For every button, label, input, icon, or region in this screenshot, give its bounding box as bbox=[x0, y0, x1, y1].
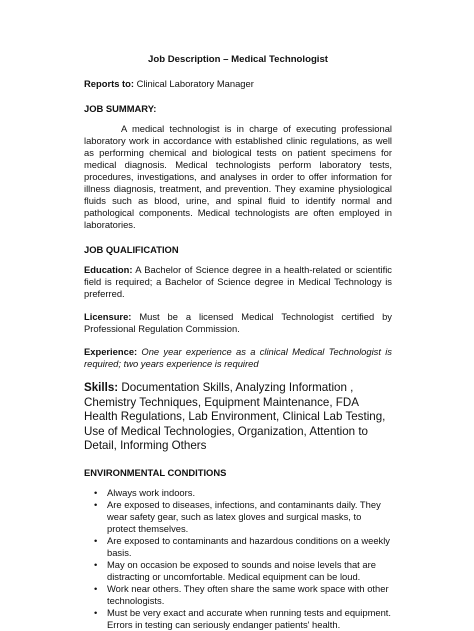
skills-paragraph bbox=[84, 381, 392, 454]
experience-paragraph bbox=[84, 346, 392, 370]
list-item-text: Always work indoors. bbox=[107, 486, 196, 498]
experience-label: Experience: bbox=[84, 346, 138, 357]
document-content bbox=[84, 54, 392, 631]
skills-text: Documentation Skills, Analyzing Information , Chemistry Techniques, Equipment Maintenance, FDA Health Regulations, Lab Environment, Clinical Lab Testing, Use of Medical Technologies, Organization, Attention to Detail, Informing Others bbox=[84, 381, 386, 452]
skills-label: Skills: bbox=[84, 381, 119, 394]
list-item-text: Are exposed to contaminants and hazardous conditions on a weekly basis. bbox=[107, 534, 390, 558]
environment-heading: ENVIRONMENTAL CONDITIONS bbox=[84, 466, 227, 478]
summary-text: A medical technologist is in charge of executing professional laboratory work in accordance with established clinic regulations, as well as performing chemical and biological tests on patient specimens for medical diagnosis. Medical technologists perform laboratory tests, procedures, investigations, and analyses in order to offer information for illness diagnosis, treatment, and prevention. They examine physiological fluids such as blood, urine, and spinal fluid to identify normal and pathological components. Medical technologists are often employed in laboratories. bbox=[84, 123, 392, 230]
bullet-icon: • bbox=[94, 558, 98, 570]
licensure-paragraph bbox=[84, 311, 392, 335]
licensure-label: Licensure: bbox=[84, 311, 132, 322]
bullet-icon: • bbox=[94, 534, 98, 546]
reports-to-line bbox=[84, 78, 392, 90]
environment-list bbox=[84, 487, 392, 631]
reports-to-label: Reports to: bbox=[84, 78, 134, 89]
bullet-icon: • bbox=[94, 606, 98, 618]
reports-to-value: Clinical Laboratory Manager bbox=[134, 78, 254, 89]
list-item bbox=[94, 498, 392, 535]
list-item-text: May on occasion be exposed to sounds and noise levels that are distracting or uncomfortable. Medical equipment can be loud. bbox=[107, 558, 376, 582]
list-item bbox=[94, 582, 392, 607]
education-label: Education: bbox=[84, 264, 133, 275]
licensure-text: Must be a licensed Medical Technologist certified by Professional Regulation Commission. bbox=[84, 311, 392, 334]
list-item bbox=[94, 606, 392, 631]
list-item-text: Work near others. They often share the same work space with other technologists. bbox=[107, 582, 389, 606]
education-paragraph bbox=[84, 264, 392, 300]
education-text: A Bachelor of Science degree in a health-related or scientific field is required; a Bachelor of Science degree in Medical Technology is preferred. bbox=[84, 264, 392, 299]
list-item-text: Are exposed to diseases, infections, and contaminants daily. They wear safety gear, such as latex gloves and surgical masks, to protect themselves. bbox=[107, 498, 381, 534]
list-item bbox=[94, 558, 392, 583]
list-item-text: Must be very exact and accurate when running tests and equipment. Errors in testing can seriously endanger patients' health. bbox=[107, 606, 392, 630]
qualification-heading: JOB QUALIFICATION bbox=[84, 244, 179, 255]
list-item bbox=[94, 486, 392, 499]
bullet-icon: • bbox=[94, 498, 98, 510]
experience-text: One year experience as a clinical Medical Technologist is required; two years experience is required bbox=[84, 346, 392, 369]
document-title: Job Description – Medical Technologist bbox=[148, 54, 328, 65]
summary-heading: JOB SUMMARY: bbox=[84, 103, 157, 114]
bullet-icon: • bbox=[94, 486, 98, 498]
list-item bbox=[94, 534, 392, 559]
bullet-icon: • bbox=[94, 582, 98, 594]
